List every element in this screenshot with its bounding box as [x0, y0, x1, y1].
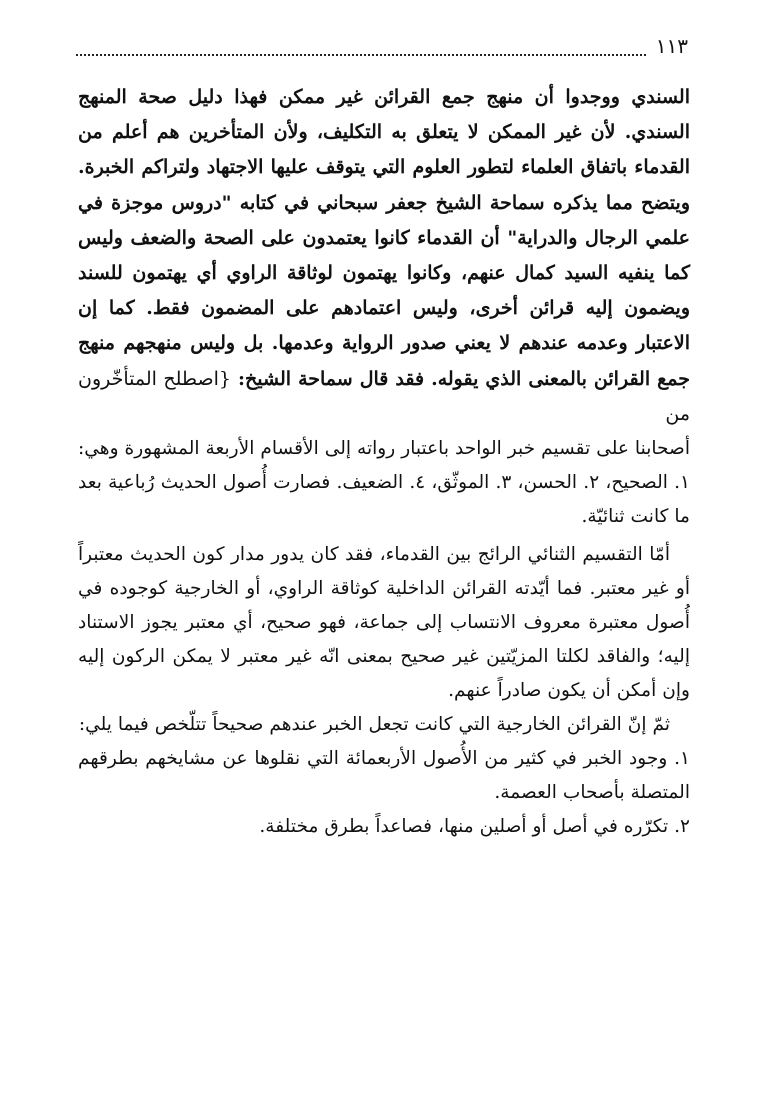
page-number: ١١٣	[655, 34, 688, 58]
list-item-1: ١. وجود الخبر في كثير من الأُصول الأربعمائة التي نقلوها عن مشايخهم بطرقهم المتصلة بأصحاب العصمة.	[78, 748, 690, 804]
paragraph-quote-continuation: أصحابنا على تقسيم خبر الواحد باعتبار رواته إلى الأقسام الأربعة المشهورة وهي: ١. الصحيح، ٢. الحسن، ٣. الموثّق، ٤. الضعيف. فصارت أُصول الحديث رُباعية بعد ما كانت ثنائيّة.	[78, 438, 690, 528]
dotted-leader	[76, 48, 646, 56]
list-item-2: ٢. تكرّره في أصل أو أصلين منها، فصاعداً بطرق مختلفة.	[259, 816, 690, 838]
quote-opening: {اصطلح المتأخّرون من	[78, 367, 690, 425]
paragraph-external-evidence-intro: ثمّ إنّ القرائن الخارجية التي كانت تجعل الخبر عندهم صحيحاً تتلّخص فيما يلي:	[78, 714, 670, 736]
page-body	[78, 80, 690, 844]
page-header	[76, 26, 688, 58]
paragraph-bold-intro	[78, 80, 690, 432]
paragraph-binary-classification: أمّا التقسيم الثنائي الرائج بين القدماء، فقد كان يدور مدار كون الحديث معتبراً أو غير معتبر. فما أيّدته القرائن الداخلية كوثاقة الراوي، أو الخارجية كوجوده في أُصول معتبرة معروف الانتساب إلى جماعة، فهو صحيح، أي معتبر يجوز الاستناد إليه؛ والفاقد لكلتا المزيّتين غير صحيح بمعنى انّه غير معتبر لا يمكن الركون إليه وإن أمكن أن يكون صادراً عنهم.	[78, 544, 690, 702]
bold-text: السندي ووجدوا أن منهج جمع القرائن غير ممكن فهذا دليل صحة المنهج السندي. لأن غير الممكن لا يتعلق به التكليف، ولأن المتأخرين هم أعلم من القدماء باتفاق العلماء لتطور العلوم التي يتوقف عليها الاجتهاد ولتراكم الخبرة. ويتضح مما يذكره سماحة الشيخ جعفر سبحاني في كتابه "دروس موجزة في علمي الرجال والدراية" أن القدماء كانوا يعتمدون على الصحة والضعف وليس كما ينفيه السيد كمال عنهم، وكانوا يهتمون لوثاقة الراوي أي يهتمون للسند ويضمون إليه قرائن أخرى، وليس اعتمادهم على المضمون فقط. كما إن الاعتبار وعدمه عندهم لا يعني صدور الرواية وعدمها. بل وليس منهجهم منهج جمع القرائن بالمعنى الذي يقوله. فقد قال سماحة الشيخ:	[78, 86, 690, 390]
